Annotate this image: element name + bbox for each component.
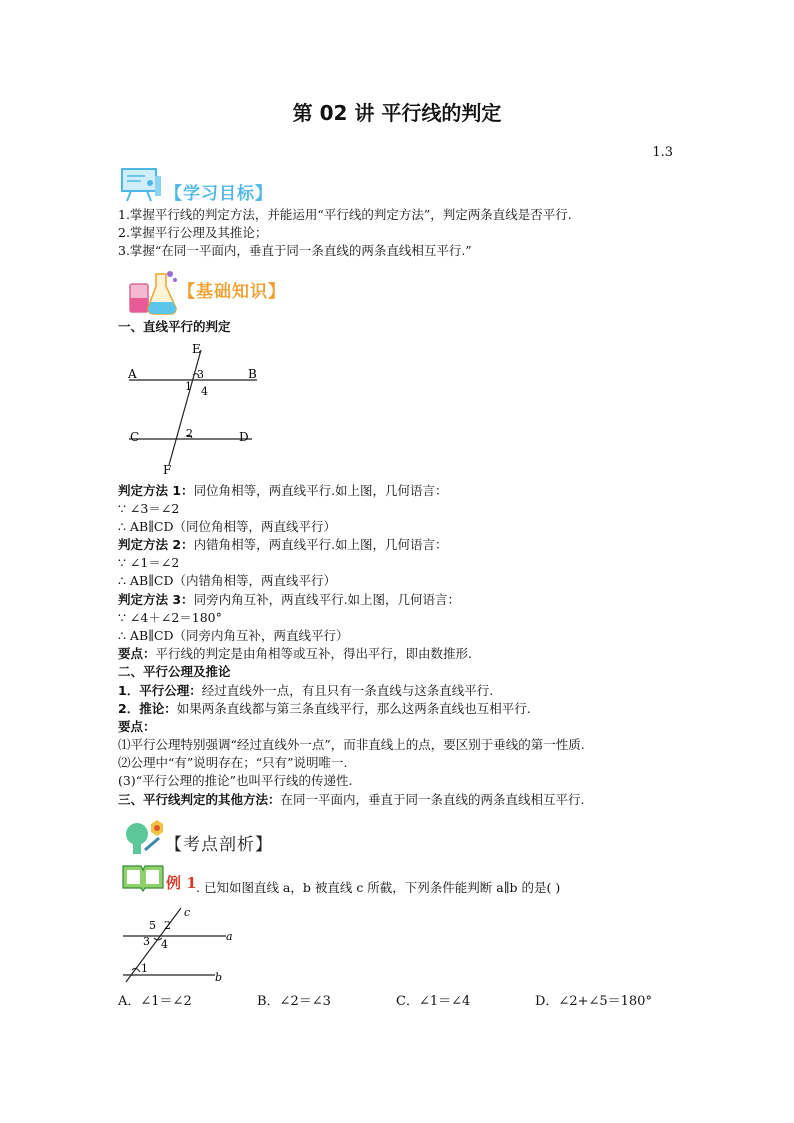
angle-3: 3	[197, 368, 204, 381]
method-2-because: ∵ ∠1＝∠2	[118, 555, 180, 570]
label-a: a	[226, 930, 233, 943]
axiom: 1．平行公理：经过直线外一点，有且只有一条直线与这条直线平行.	[118, 683, 494, 698]
example-question: . 已知如图直线 a，b 被直线 c 所截，下列条件能判断 a∥b 的是( )	[196, 880, 561, 895]
label-E: E	[192, 342, 201, 356]
section-number: 1.3	[652, 145, 673, 160]
angle-3: 3	[143, 935, 150, 948]
goal-item: 2.掌握平行公理及其推论；	[118, 225, 268, 240]
basics-heading: 【基础知识】	[178, 282, 286, 302]
label-B: B	[248, 367, 257, 381]
study-board-icon	[119, 166, 163, 204]
corollary: 2．推论：如果两条直线都与第三条直线平行，那么这两条直线也互相平行.	[118, 701, 531, 716]
transversal-figure	[118, 902, 246, 982]
option-d[interactable]: D．∠2+∠5＝180°	[535, 994, 652, 1009]
goals-heading: 【学习目标】	[165, 184, 273, 204]
section-heading: 一、直线平行的判定	[118, 319, 231, 334]
label-c: c	[184, 906, 191, 919]
method-1-because: ∵ ∠3＝∠2	[118, 501, 180, 516]
point-item: ⑵公理中“有”说明存在；“只有”说明唯一.	[118, 755, 348, 770]
method-3: 判定方法 3：同旁内角互补，两直线平行.如上图，几何语言：	[118, 592, 461, 607]
point-item: (3)“平行公理的推论”也叫平行线的传递性.	[118, 773, 353, 788]
method-3-therefore: ∴ AB∥CD（同旁内角互补，两直线平行）	[118, 628, 349, 643]
option-a[interactable]: A．∠1＝∠2	[118, 994, 192, 1009]
page-title: 第 02 讲 平行线的判定	[292, 101, 502, 125]
angle-2: 2	[164, 919, 171, 932]
label-F: F	[163, 463, 172, 477]
note: 要点：平行线的判定是由角相等或互补，得出平行，即由数推形.	[118, 646, 472, 661]
method-2-therefore: ∴ AB∥CD（内错角相等，两直线平行）	[118, 573, 336, 588]
lab-flask-icon	[126, 268, 180, 316]
angle-5: 5	[149, 919, 156, 932]
point-item: ⑴平行公理特别强调“经过直线外一点”，而非直线上的点，要区别于垂线的第一性质.	[118, 737, 585, 752]
example-label: 例 1	[166, 874, 197, 892]
angle-4: 4	[201, 385, 208, 398]
label-b: b	[215, 971, 223, 982]
option-b[interactable]: B．∠2＝∠3	[257, 994, 331, 1009]
book-icon	[121, 862, 165, 892]
points-label: 要点：	[118, 719, 156, 734]
method-1: 判定方法 1：同位角相等，两直线平行.如上图，几何语言：	[118, 483, 448, 498]
parallel-lines-figure	[124, 340, 274, 480]
angle-2: 2	[186, 427, 193, 440]
angle-4: 4	[161, 938, 168, 951]
method-1-therefore: ∴ AB∥CD（同位角相等，两直线平行）	[118, 519, 336, 534]
method-3-because: ∵ ∠4＋∠2＝180°	[118, 610, 222, 625]
angle-1: 1	[185, 380, 192, 393]
method-2: 判定方法 2：内错角相等，两直线平行.如上图，几何语言：	[118, 537, 448, 552]
angle-1: 1	[141, 962, 148, 975]
section-heading: 二、平行公理及推论	[118, 664, 231, 679]
label-A: A	[128, 367, 137, 381]
option-c[interactable]: C．∠1＝∠4	[396, 994, 471, 1009]
label-C: C	[130, 430, 140, 444]
goal-item: 3.掌握“在同一平面内，垂直于同一条直线的两条直线相互平行.”	[118, 243, 472, 258]
other-method: 三、平行线判定的其他方法：在同一平面内，垂直于同一条直线的两条直线相互平行.	[118, 792, 585, 807]
analysis-heading: 【考点剖析】	[165, 835, 273, 855]
label-D: D	[239, 430, 249, 444]
idea-bulb-icon	[123, 820, 169, 860]
goal-item: 1.掌握平行线的判定方法，并能运用“平行线的判定方法”，判定两条直线是否平行.	[118, 207, 572, 222]
